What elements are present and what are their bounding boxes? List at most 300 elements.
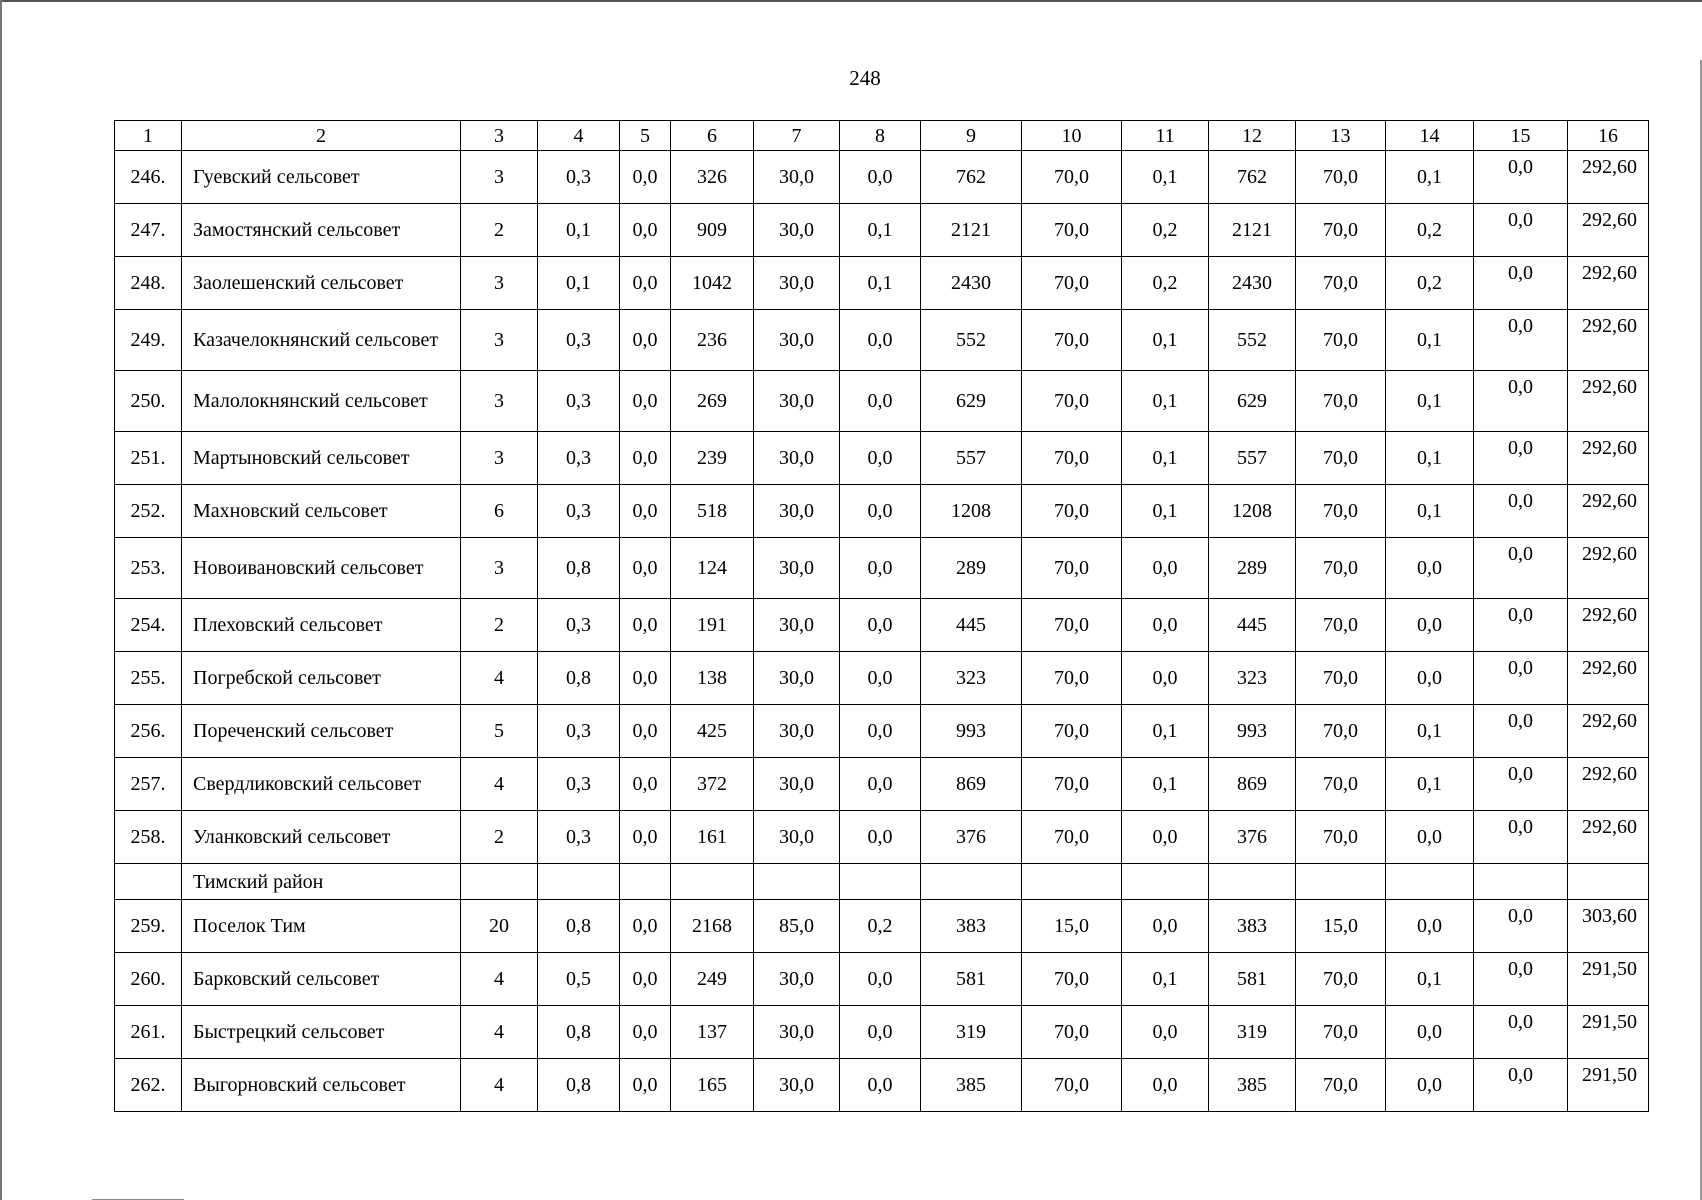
column-header: 4 [538, 121, 620, 151]
column-header: 5 [620, 121, 671, 151]
table-cell-col-8: 0,0 [840, 758, 921, 811]
table-row [115, 432, 1649, 485]
table-cell-col-3: 3 [461, 310, 538, 371]
table-cell-col-7: 30,0 [754, 485, 840, 538]
row-number-cell [115, 864, 182, 900]
table-cell-col-13: 70,0 [1296, 310, 1386, 371]
name-cell: Казачелокнянский сельсовет [182, 310, 461, 371]
table-cell-col-13: 70,0 [1296, 652, 1386, 705]
table-cell-col-12: 581 [1209, 953, 1296, 1006]
table-cell-col-13: 70,0 [1296, 151, 1386, 204]
table-cell-col-11: 0,1 [1122, 758, 1209, 811]
table-cell-col-9: 385 [921, 1059, 1022, 1112]
table-cell-col-15: 0,0 [1474, 900, 1568, 953]
table-cell-col-16: 292,60 [1568, 599, 1649, 652]
table-cell-col-8 [840, 864, 921, 900]
table-cell-col-7: 30,0 [754, 705, 840, 758]
table-row [115, 371, 1649, 432]
name-cell: Свердликовский сельсовет [182, 758, 461, 811]
table-cell-col-8: 0,0 [840, 953, 921, 1006]
table-row [115, 1059, 1649, 1112]
table-cell-col-14: 0,1 [1386, 485, 1474, 538]
table-cell-col-9: 2430 [921, 257, 1022, 310]
table-cell-col-4: 0,3 [538, 705, 620, 758]
table-cell-col-3 [461, 864, 538, 900]
table-cell-col-13: 70,0 [1296, 1059, 1386, 1112]
table-row [115, 900, 1649, 953]
table-cell-col-16: 292,60 [1568, 652, 1649, 705]
table-cell-col-7: 30,0 [754, 1006, 840, 1059]
table-cell-col-8: 0,0 [840, 432, 921, 485]
table-cell-col-15: 0,0 [1474, 538, 1568, 599]
table-cell-col-6: 2168 [671, 900, 754, 953]
table-cell-col-4: 0,3 [538, 371, 620, 432]
column-header: 3 [461, 121, 538, 151]
table-cell-col-5 [620, 864, 671, 900]
table-cell-col-3: 3 [461, 371, 538, 432]
table-cell-col-12: 383 [1209, 900, 1296, 953]
table-cell-col-4: 0,5 [538, 953, 620, 1006]
table-cell-col-11: 0,1 [1122, 371, 1209, 432]
table-cell-col-5: 0,0 [620, 599, 671, 652]
table-cell-col-6: 269 [671, 371, 754, 432]
row-number-cell: 255. [115, 652, 182, 705]
table-cell-col-3: 4 [461, 953, 538, 1006]
table-cell-col-5: 0,0 [620, 652, 671, 705]
table-cell-col-15: 0,0 [1474, 599, 1568, 652]
table-cell-col-9: 869 [921, 758, 1022, 811]
table-cell-col-10: 70,0 [1022, 151, 1122, 204]
column-header: 2 [182, 121, 461, 151]
table-cell-col-16: 291,50 [1568, 1006, 1649, 1059]
page-number: 248 [849, 66, 881, 90]
table-cell-col-13: 70,0 [1296, 953, 1386, 1006]
table-cell-col-8: 0,0 [840, 1006, 921, 1059]
table-cell-col-14: 0,0 [1386, 538, 1474, 599]
table-cell-col-14: 0,2 [1386, 204, 1474, 257]
table-cell-col-14: 0,1 [1386, 432, 1474, 485]
table-cell-col-8: 0,0 [840, 371, 921, 432]
table-cell-col-16: 291,50 [1568, 953, 1649, 1006]
table-cell-col-7: 30,0 [754, 811, 840, 864]
table-cell-col-16: 292,60 [1568, 485, 1649, 538]
table-cell-col-10: 70,0 [1022, 652, 1122, 705]
table-cell-col-9: 2121 [921, 204, 1022, 257]
table-cell-col-14 [1386, 864, 1474, 900]
table-cell-col-5: 0,0 [620, 705, 671, 758]
row-number-cell: 247. [115, 204, 182, 257]
table-cell-col-5: 0,0 [620, 310, 671, 371]
table-cell-col-3: 3 [461, 257, 538, 310]
name-cell: Уланковский сельсовет [182, 811, 461, 864]
table-cell-col-11: 0,0 [1122, 900, 1209, 953]
table-cell-col-9: 762 [921, 151, 1022, 204]
table-cell-col-11: 0,0 [1122, 1006, 1209, 1059]
row-number-cell: 250. [115, 371, 182, 432]
table-cell-col-9: 383 [921, 900, 1022, 953]
table-cell-col-8: 0,0 [840, 599, 921, 652]
table-cell-col-15: 0,0 [1474, 151, 1568, 204]
table-cell-col-10: 70,0 [1022, 705, 1122, 758]
table-cell-col-12: 289 [1209, 538, 1296, 599]
table-cell-col-15: 0,0 [1474, 1006, 1568, 1059]
table-cell-col-4: 0,1 [538, 257, 620, 310]
table-cell-col-12: 319 [1209, 1006, 1296, 1059]
table-cell-col-5: 0,0 [620, 257, 671, 310]
table-cell-col-4: 0,8 [538, 900, 620, 953]
table-cell-col-8: 0,1 [840, 204, 921, 257]
table-cell-col-12: 445 [1209, 599, 1296, 652]
header-row [115, 121, 1649, 151]
table-cell-col-12: 385 [1209, 1059, 1296, 1112]
table-cell-col-5: 0,0 [620, 900, 671, 953]
table-cell-col-12: 2121 [1209, 204, 1296, 257]
table-cell-col-6: 124 [671, 538, 754, 599]
table-cell-col-6: 518 [671, 485, 754, 538]
table-cell-col-3: 2 [461, 811, 538, 864]
table-cell-col-3: 4 [461, 758, 538, 811]
table-cell-col-13: 70,0 [1296, 204, 1386, 257]
table-cell-col-3: 3 [461, 432, 538, 485]
table-cell-col-16: 292,60 [1568, 204, 1649, 257]
column-header: 10 [1022, 121, 1122, 151]
column-header: 9 [921, 121, 1022, 151]
table-cell-col-10: 70,0 [1022, 310, 1122, 371]
table-cell-col-14: 0,0 [1386, 811, 1474, 864]
column-header: 12 [1209, 121, 1296, 151]
name-cell: Заолешенский сельсовет [182, 257, 461, 310]
table-cell-col-3: 20 [461, 900, 538, 953]
table-cell-col-6: 425 [671, 705, 754, 758]
table-cell-col-13: 15,0 [1296, 900, 1386, 953]
table-cell-col-14: 0,0 [1386, 900, 1474, 953]
table-cell-col-16 [1568, 864, 1649, 900]
table-cell-col-6: 165 [671, 1059, 754, 1112]
table-cell-col-11: 0,1 [1122, 705, 1209, 758]
table-cell-col-6 [671, 864, 754, 900]
table-cell-col-9: 629 [921, 371, 1022, 432]
table-row [115, 538, 1649, 599]
name-cell: Малолокнянский сельсовет [182, 371, 461, 432]
table-cell-col-4: 0,8 [538, 652, 620, 705]
table-cell-col-15: 0,0 [1474, 432, 1568, 485]
table-cell-col-10: 70,0 [1022, 371, 1122, 432]
table-cell-col-11: 0,2 [1122, 257, 1209, 310]
table-cell-col-10: 70,0 [1022, 257, 1122, 310]
table-cell-col-5: 0,0 [620, 953, 671, 1006]
table-cell-col-13: 70,0 [1296, 811, 1386, 864]
table-cell-col-5: 0,0 [620, 204, 671, 257]
table-cell-col-14: 0,1 [1386, 310, 1474, 371]
name-cell: Погребской сельсовет [182, 652, 461, 705]
table-cell-col-12: 2430 [1209, 257, 1296, 310]
table-cell-col-15: 0,0 [1474, 652, 1568, 705]
table-cell-col-4: 0,8 [538, 1059, 620, 1112]
table-cell-col-8: 0,0 [840, 485, 921, 538]
table-cell-col-6: 239 [671, 432, 754, 485]
table-cell-col-4: 0,3 [538, 310, 620, 371]
table-cell-col-3: 4 [461, 1059, 538, 1112]
table-cell-col-12: 629 [1209, 371, 1296, 432]
table-cell-col-4: 0,1 [538, 204, 620, 257]
table-cell-col-13: 70,0 [1296, 705, 1386, 758]
table-cell-col-6: 138 [671, 652, 754, 705]
table-cell-col-12: 1208 [1209, 485, 1296, 538]
table-row [115, 257, 1649, 310]
table-cell-col-12: 762 [1209, 151, 1296, 204]
name-cell: Гуевский сельсовет [182, 151, 461, 204]
table-row [115, 758, 1649, 811]
table-row [115, 310, 1649, 371]
row-number-cell: 261. [115, 1006, 182, 1059]
table-row [115, 151, 1649, 204]
table-cell-col-14: 0,1 [1386, 758, 1474, 811]
table-cell-col-8: 0,0 [840, 1059, 921, 1112]
table-cell-col-11: 0,0 [1122, 599, 1209, 652]
data-table [114, 120, 1649, 1112]
table-cell-col-13: 70,0 [1296, 758, 1386, 811]
name-cell: Замостянский сельсовет [182, 204, 461, 257]
name-cell: Быстрецкий сельсовет [182, 1006, 461, 1059]
name-cell: Мартыновский сельсовет [182, 432, 461, 485]
table-cell-col-3: 3 [461, 538, 538, 599]
table-cell-col-5: 0,0 [620, 432, 671, 485]
row-number-cell: 246. [115, 151, 182, 204]
table-cell-col-12: 376 [1209, 811, 1296, 864]
row-number-cell: 249. [115, 310, 182, 371]
table-cell-col-9: 445 [921, 599, 1022, 652]
table-cell-col-14: 0,0 [1386, 1006, 1474, 1059]
table-row [115, 1006, 1649, 1059]
row-number-cell: 260. [115, 953, 182, 1006]
table-cell-col-13 [1296, 864, 1386, 900]
table-cell-col-16: 292,60 [1568, 151, 1649, 204]
table-cell-col-7: 30,0 [754, 151, 840, 204]
table-cell-col-8: 0,0 [840, 310, 921, 371]
table-cell-col-10: 70,0 [1022, 538, 1122, 599]
table-cell-col-10 [1022, 864, 1122, 900]
table-cell-col-6: 249 [671, 953, 754, 1006]
row-number-cell: 256. [115, 705, 182, 758]
table-cell-col-3: 6 [461, 485, 538, 538]
row-number-cell: 259. [115, 900, 182, 953]
table-cell-col-14: 0,1 [1386, 953, 1474, 1006]
table-cell-col-9: 581 [921, 953, 1022, 1006]
table-cell-col-6: 191 [671, 599, 754, 652]
row-number-cell: 258. [115, 811, 182, 864]
table-row [115, 652, 1649, 705]
table-cell-col-6: 909 [671, 204, 754, 257]
table-cell-col-14: 0,1 [1386, 705, 1474, 758]
table-cell-col-7: 30,0 [754, 599, 840, 652]
name-cell: Новоивановский сельсовет [182, 538, 461, 599]
table-cell-col-7 [754, 864, 840, 900]
table-cell-col-7: 30,0 [754, 432, 840, 485]
table-cell-col-15: 0,0 [1474, 953, 1568, 1006]
table-row [115, 599, 1649, 652]
table-cell-col-14: 0,0 [1386, 1059, 1474, 1112]
table-cell-col-7: 30,0 [754, 538, 840, 599]
table-cell-col-16: 292,60 [1568, 371, 1649, 432]
row-number-cell: 251. [115, 432, 182, 485]
table-row [115, 811, 1649, 864]
table-cell-col-8: 0,0 [840, 652, 921, 705]
table-cell-col-14: 0,0 [1386, 652, 1474, 705]
table-cell-col-15: 0,0 [1474, 204, 1568, 257]
table-cell-col-8: 0,0 [840, 538, 921, 599]
table-cell-col-16: 292,60 [1568, 432, 1649, 485]
table-row [115, 485, 1649, 538]
table-cell-col-16: 292,60 [1568, 538, 1649, 599]
name-cell: Поселок Тим [182, 900, 461, 953]
table-cell-col-12: 557 [1209, 432, 1296, 485]
table-cell-col-3: 4 [461, 652, 538, 705]
table-cell-col-10: 70,0 [1022, 1006, 1122, 1059]
row-number-cell: 254. [115, 599, 182, 652]
table-cell-col-11: 0,1 [1122, 151, 1209, 204]
column-header: 7 [754, 121, 840, 151]
table-cell-col-12: 323 [1209, 652, 1296, 705]
table-cell-col-15: 0,0 [1474, 705, 1568, 758]
column-header: 6 [671, 121, 754, 151]
column-header: 13 [1296, 121, 1386, 151]
table-cell-col-7: 30,0 [754, 310, 840, 371]
name-cell: Махновский сельсовет [182, 485, 461, 538]
table-cell-col-9: 993 [921, 705, 1022, 758]
name-cell: Тимский район [182, 864, 461, 900]
table-cell-col-10: 70,0 [1022, 432, 1122, 485]
table-cell-col-11: 0,1 [1122, 485, 1209, 538]
column-header: 8 [840, 121, 921, 151]
table-cell-col-8: 0,0 [840, 705, 921, 758]
table-cell-col-10: 70,0 [1022, 953, 1122, 1006]
table-cell-col-16: 292,60 [1568, 811, 1649, 864]
table-cell-col-15: 0,0 [1474, 371, 1568, 432]
table-cell-col-15: 0,0 [1474, 811, 1568, 864]
table-cell-col-8: 0,0 [840, 811, 921, 864]
table-cell-col-11: 0,1 [1122, 310, 1209, 371]
table-cell-col-7: 30,0 [754, 257, 840, 310]
table-cell-col-6: 137 [671, 1006, 754, 1059]
table-cell-col-11 [1122, 864, 1209, 900]
scan-top-edge [0, 0, 1702, 2]
column-header: 16 [1568, 121, 1649, 151]
table-cell-col-11: 0,0 [1122, 538, 1209, 599]
table-cell-col-4: 0,3 [538, 432, 620, 485]
table-cell-col-15: 0,0 [1474, 257, 1568, 310]
table-cell-col-8: 0,1 [840, 257, 921, 310]
table-cell-col-10: 70,0 [1022, 599, 1122, 652]
table-cell-col-12: 552 [1209, 310, 1296, 371]
table-cell-col-6: 372 [671, 758, 754, 811]
table-cell-col-7: 30,0 [754, 371, 840, 432]
table-cell-col-10: 15,0 [1022, 900, 1122, 953]
table-cell-col-7: 30,0 [754, 1059, 840, 1112]
table-cell-col-7: 30,0 [754, 652, 840, 705]
name-cell: Пореченский сельсовет [182, 705, 461, 758]
table-cell-col-5: 0,0 [620, 371, 671, 432]
table-cell-col-11: 0,0 [1122, 652, 1209, 705]
table-cell-col-10: 70,0 [1022, 758, 1122, 811]
column-header: 15 [1474, 121, 1568, 151]
table-cell-col-11: 0,2 [1122, 204, 1209, 257]
table-cell-col-7: 30,0 [754, 953, 840, 1006]
table-cell-col-15: 0,0 [1474, 310, 1568, 371]
column-header: 11 [1122, 121, 1209, 151]
table-cell-col-16: 303,60 [1568, 900, 1649, 953]
table-cell-col-5: 0,0 [620, 758, 671, 811]
table-cell-col-10: 70,0 [1022, 1059, 1122, 1112]
table-cell-col-4: 0,3 [538, 811, 620, 864]
table-cell-col-14: 0,1 [1386, 371, 1474, 432]
table-cell-col-13: 70,0 [1296, 485, 1386, 538]
table-cell-col-3: 2 [461, 204, 538, 257]
table-cell-col-8: 0,2 [840, 900, 921, 953]
table-cell-col-12: 993 [1209, 705, 1296, 758]
table-cell-col-5: 0,0 [620, 538, 671, 599]
table-cell-col-5: 0,0 [620, 811, 671, 864]
column-header: 1 [115, 121, 182, 151]
table-cell-col-15: 0,0 [1474, 758, 1568, 811]
table-cell-col-3: 2 [461, 599, 538, 652]
name-cell: Выгорновский сельсовет [182, 1059, 461, 1112]
table-cell-col-10: 70,0 [1022, 204, 1122, 257]
table-cell-col-13: 70,0 [1296, 432, 1386, 485]
table-cell-col-9: 319 [921, 1006, 1022, 1059]
table-cell-col-7: 30,0 [754, 758, 840, 811]
row-number-cell: 253. [115, 538, 182, 599]
table-cell-col-11: 0,0 [1122, 811, 1209, 864]
table-cell-col-4: 0,3 [538, 599, 620, 652]
table-cell-col-11: 0,1 [1122, 953, 1209, 1006]
table-cell-col-6: 1042 [671, 257, 754, 310]
table-cell-col-7: 30,0 [754, 204, 840, 257]
table-cell-col-11: 0,1 [1122, 432, 1209, 485]
row-number-cell: 248. [115, 257, 182, 310]
table-cell-col-5: 0,0 [620, 1006, 671, 1059]
table-cell-col-9 [921, 864, 1022, 900]
table-cell-col-9: 552 [921, 310, 1022, 371]
name-cell: Барковский сельсовет [182, 953, 461, 1006]
table-cell-col-16: 292,60 [1568, 310, 1649, 371]
table-cell-col-16: 292,60 [1568, 257, 1649, 310]
table-cell-col-9: 323 [921, 652, 1022, 705]
row-number-cell: 252. [115, 485, 182, 538]
table-cell-col-5: 0,0 [620, 1059, 671, 1112]
table-body [115, 151, 1649, 1112]
table-cell-col-4: 0,3 [538, 151, 620, 204]
table-cell-col-10: 70,0 [1022, 485, 1122, 538]
table-cell-col-9: 376 [921, 811, 1022, 864]
table-cell-col-7: 85,0 [754, 900, 840, 953]
table-row [115, 864, 1649, 900]
scan-left-edge [0, 0, 2, 1200]
table-cell-col-10: 70,0 [1022, 811, 1122, 864]
table-cell-col-4: 0,8 [538, 1006, 620, 1059]
row-number-cell: 257. [115, 758, 182, 811]
table-cell-col-3: 4 [461, 1006, 538, 1059]
table-cell-col-9: 289 [921, 538, 1022, 599]
table-cell-col-4: 0,3 [538, 758, 620, 811]
table-cell-col-11: 0,0 [1122, 1059, 1209, 1112]
table-cell-col-5: 0,0 [620, 151, 671, 204]
table-row [115, 705, 1649, 758]
table-cell-col-4 [538, 864, 620, 900]
table-row [115, 953, 1649, 1006]
table-cell-col-14: 0,0 [1386, 599, 1474, 652]
table-cell-col-4: 0,3 [538, 485, 620, 538]
table-cell-col-3: 3 [461, 151, 538, 204]
